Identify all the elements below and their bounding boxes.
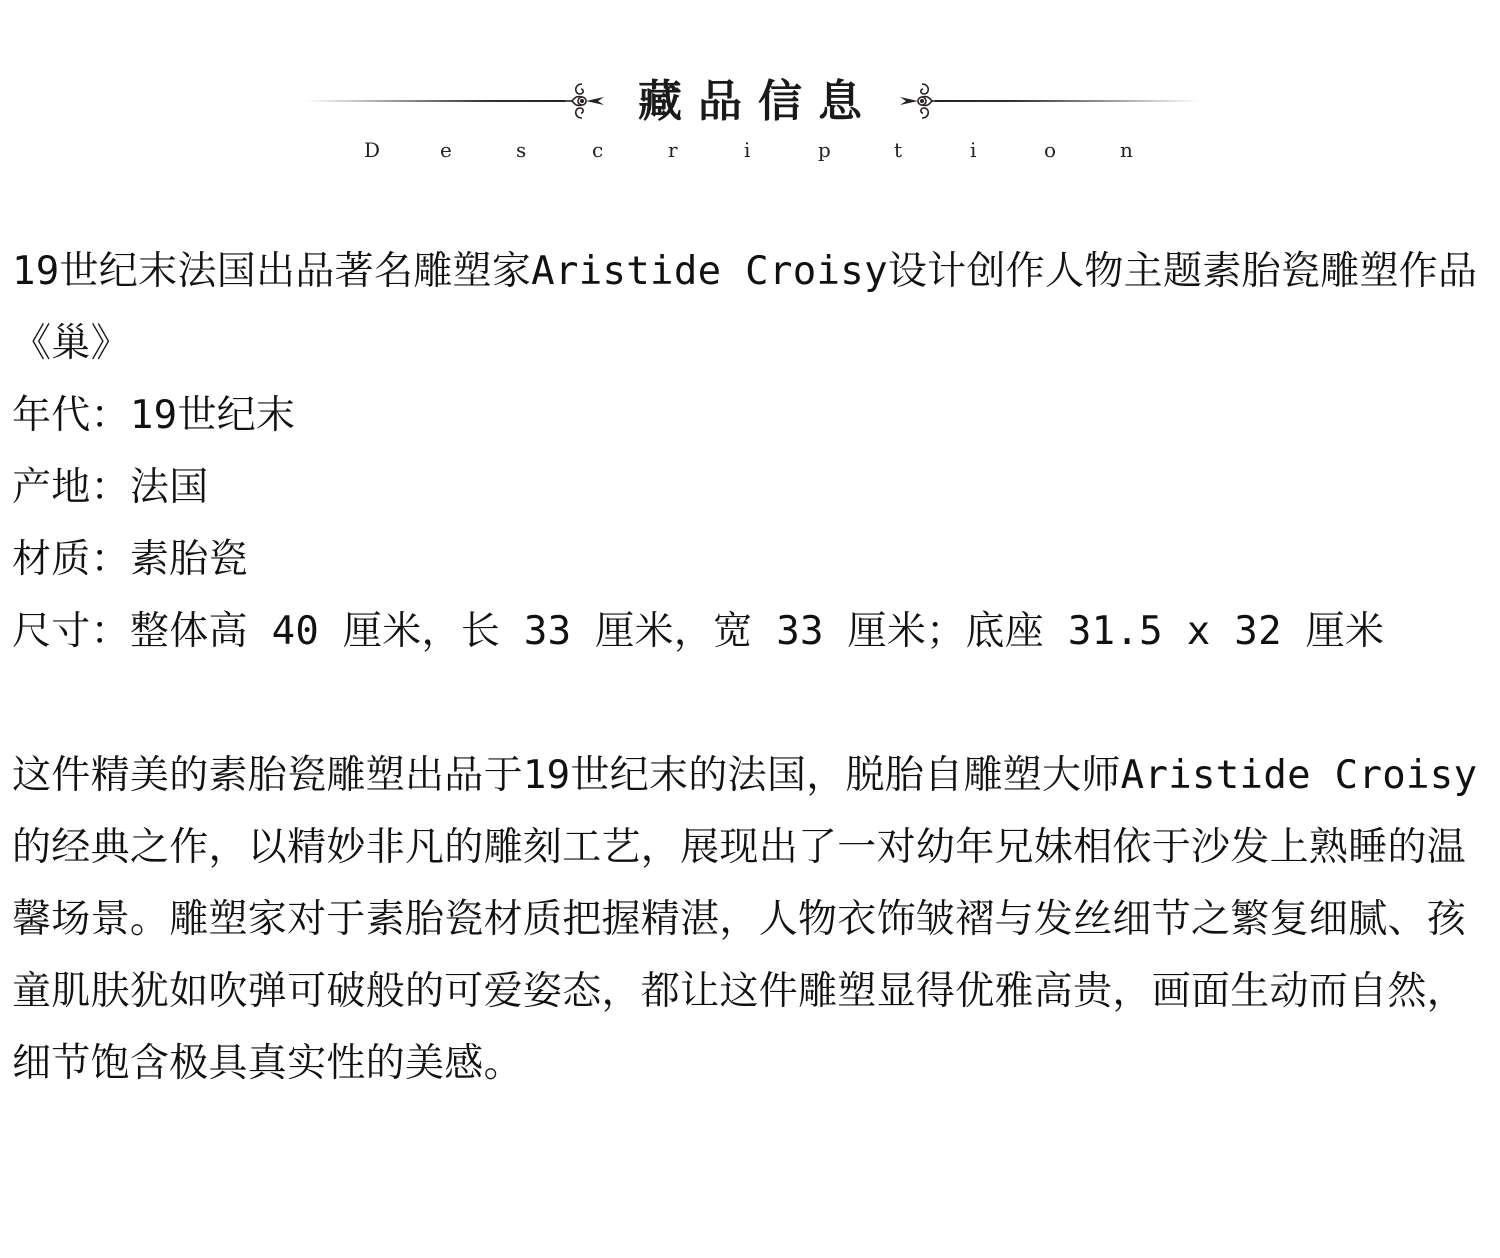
subtitle-letter: e xyxy=(440,138,452,162)
subtitle-letter: r xyxy=(668,138,678,162)
subtitle-letter: t xyxy=(894,138,903,162)
section-title: 藏品信息 xyxy=(638,76,878,127)
subtitle-letter: p xyxy=(818,138,831,162)
paragraph-spacer xyxy=(12,668,1492,740)
artwork-title: 19世纪末法国出品著名雕塑家Aristide Croisy设计创作人物主题素胎瓷雕塑作品《巢》 xyxy=(12,249,1478,366)
subtitle-letter: i xyxy=(744,138,751,162)
description-content xyxy=(12,236,1492,1100)
subtitle-letter: o xyxy=(1044,138,1057,162)
subtitle-letter: s xyxy=(516,138,527,162)
header-rule-left xyxy=(305,100,565,102)
detail-era: 年代：19世纪末 xyxy=(12,393,296,438)
detail-material: 材质：素胎瓷 xyxy=(12,537,248,582)
detail-origin: 产地：法国 xyxy=(12,465,209,510)
section-header xyxy=(0,0,1500,190)
description-paragraph: 这件精美的素胎瓷雕塑出品于19世纪末的法国，脱胎自雕塑大师Aristide Croisy的经典之作，以精妙非凡的雕刻工艺，展现出了一对幼年兄妹相依于沙发上熟睡的温馨场景。雕塑家对于素胎瓷材质把握精湛，人物衣饰皱褶与发丝细节之繁复细腻、孩童肌肤犹如吹弹可破般的可爱姿态，都让这件雕塑显得优雅高贵，画面生动而自然，细节饱含极具真实性的美感。 xyxy=(12,753,1478,1086)
detail-dimensions: 尺寸：整体高 40 厘米，长 33 厘米，宽 33 厘米；底座 31.5 x 32 厘米 xyxy=(12,609,1385,654)
subtitle-letter: c xyxy=(592,138,604,162)
subtitle-letter: n xyxy=(1120,138,1133,162)
left-flourish-icon xyxy=(558,78,606,124)
header-rule-right xyxy=(935,100,1200,102)
subtitle-letter: D xyxy=(364,138,381,162)
subtitle-letter: i xyxy=(970,138,977,162)
